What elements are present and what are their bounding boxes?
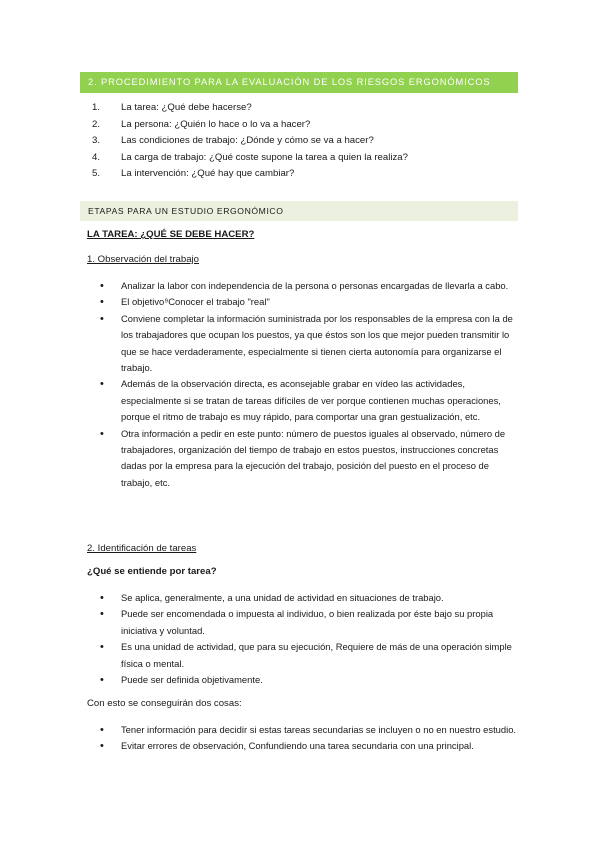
list-item: • Tener información para decidir si estas tareas secundarias se incluyen o no en nuestro estudio. [100, 722, 520, 738]
list-text: La tarea: ¿Qué debe hacerse? [121, 102, 252, 113]
list-item: • Otra información a pedir en este punto: número de puestos iguales al observado, número de trabajadores, organización del tiempo de trabajo en estos puestos, instrucciones concretas dadas por la empresa para la ejecución del trabajo, posición del puesto en el proceso de trabajo, etc. [100, 426, 520, 492]
task-heading: LA TAREA: ¿QUÉ SE DEBE HACER? [87, 229, 255, 240]
observation-bullets [100, 278, 520, 491]
list-item: • Evitar errores de observación, Confundiendo una tarea secundaria con una principal. [100, 738, 520, 754]
evaluation-steps-list [92, 100, 408, 183]
list-item [92, 133, 408, 150]
list-number: 4. [92, 151, 101, 163]
section-header: 2. PROCEDIMIENTO PARA LA EVALUACIÓN DE LOS RIESGOS ERGONÓMICOS [80, 72, 518, 93]
stages-header: ETAPAS PARA UN ESTUDIO ERGONÓMICO [80, 201, 518, 221]
list-item [92, 150, 408, 167]
list-text: Las condiciones de trabajo: ¿Dónde y cómo se va a hacer? [121, 135, 374, 146]
observation-heading: 1. Observación del trabajo [87, 254, 199, 265]
list-item: • Se aplica, generalmente, a una unidad de actividad en situaciones de trabajo. [100, 590, 520, 606]
list-number: 1. [92, 102, 101, 113]
list-text: La carga de trabajo: ¿Qué coste supone la tarea a quien la realiza? [121, 151, 408, 163]
list-item [92, 117, 408, 134]
list-item: • Puede ser encomendada o impuesta al individuo, o bien realizada por éste bajo su propia iniciativa y voluntad. [100, 606, 520, 639]
list-item: • El objetivo⁹Conocer el trabajo "real" [100, 294, 520, 310]
list-item: • Analizar la labor con independencia de la persona o personas encargadas de llevarla a cabo. [100, 278, 520, 294]
list-item [92, 100, 408, 117]
identification-heading: 2. Identificación de tareas [87, 543, 197, 554]
list-text: La intervención: ¿Qué hay que cambiar? [121, 168, 295, 179]
goals-bullets [100, 722, 520, 755]
list-item: • Conviene completar la información suministrada por los responsables de la empresa con la de los trabajadores que ocupan los puestos, ya que éstos son los que mejor pueden transmitir lo que se hace verdaderamente, especialmente si tienen cierta autonomía para organizarse el trabajo. [100, 311, 520, 377]
goals-intro: Con esto se conseguirán dos cosas: [87, 698, 242, 709]
task-question: ¿Qué se entiende por tarea? [87, 566, 217, 577]
list-item [92, 166, 408, 183]
list-item: • Además de la observación directa, es aconsejable grabar en vídeo las actividades, especialmente si se tratan de tareas difíciles de ver porque contienen muchas operaciones, porque el ritmo de trabajo es muy rápido, para comportar una gran gestualización, etc. [100, 376, 520, 425]
list-text: La persona: ¿Quién lo hace o lo va a hacer? [121, 118, 311, 130]
list-item: • Es una unidad de actividad, que para su ejecución, Requiere de más de una operación simple física o mental. [100, 639, 520, 672]
list-number: 5. [92, 168, 101, 179]
list-number: 3. [92, 135, 101, 146]
list-number: 2. [92, 118, 101, 130]
list-item: • Puede ser definida objetivamente. [100, 672, 520, 688]
task-definition-bullets [100, 590, 520, 688]
